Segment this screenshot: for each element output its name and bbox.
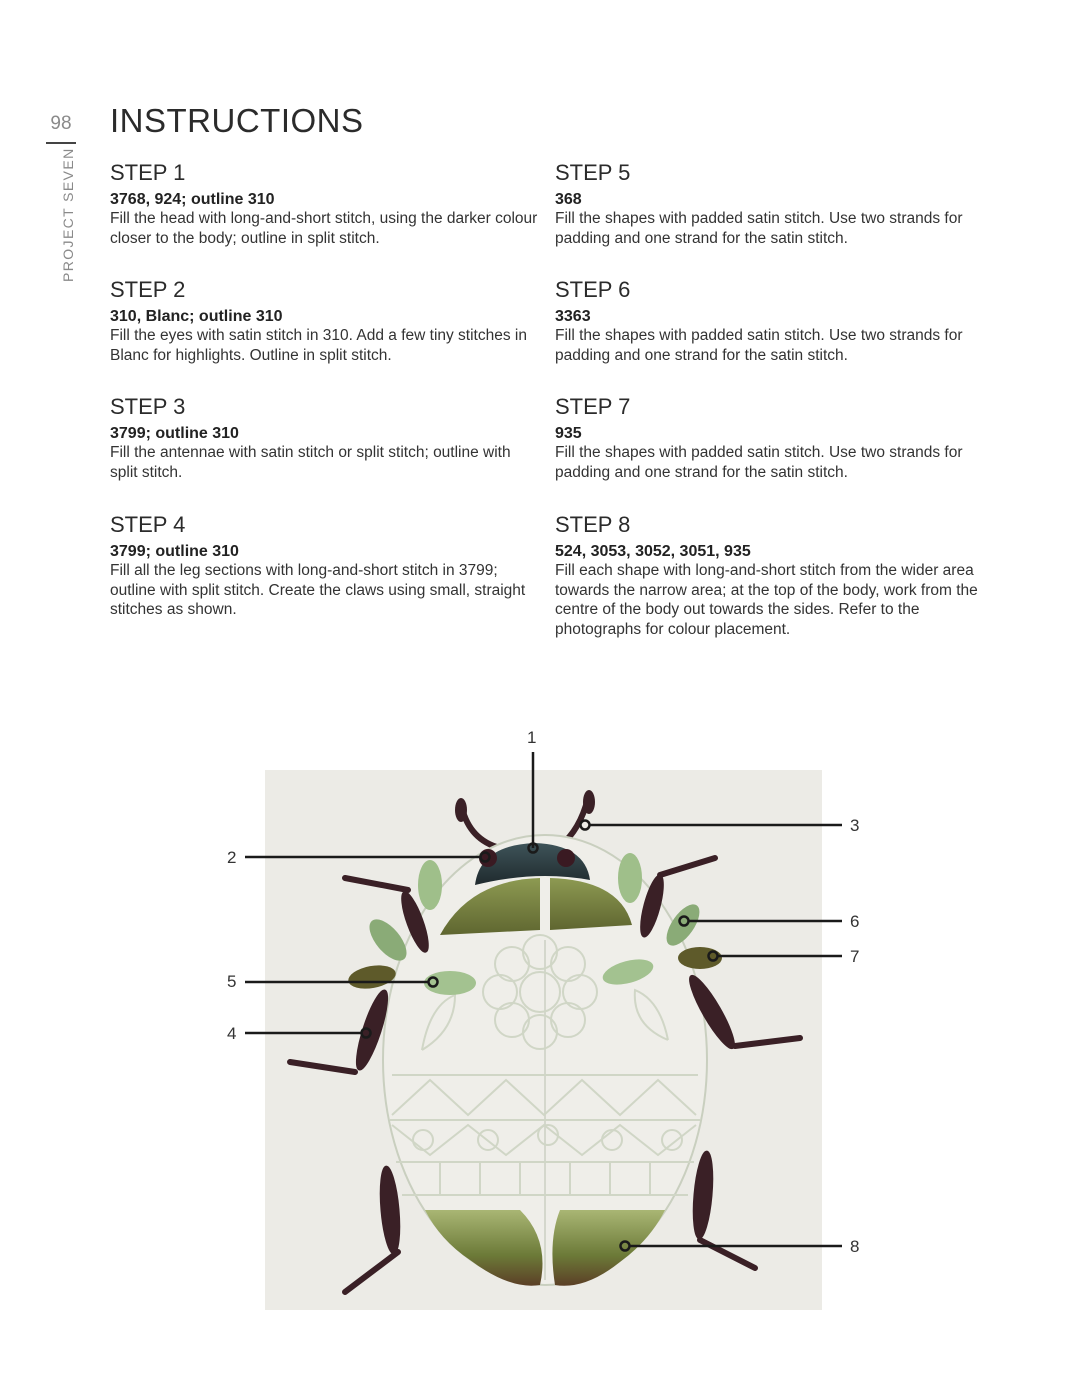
callout-lines (245, 752, 842, 1251)
wing-top-right (550, 878, 632, 930)
step-6 (555, 277, 985, 365)
flower-motif (422, 935, 668, 1050)
step-colours: 935 (555, 425, 582, 442)
step-text: Fill the antennae with satin stitch or split stitch; outline with split stitch. (110, 444, 511, 481)
antennae (462, 798, 588, 848)
fabric-background (265, 770, 822, 1310)
step-colours: 524, 3053, 3052, 3051, 935 (555, 543, 751, 560)
step-heading: STEP 3 (110, 394, 186, 419)
step-heading: STEP 8 (555, 512, 631, 537)
callout-2: 2 (227, 848, 237, 867)
legs (290, 858, 800, 1292)
page-number: 98 (50, 113, 72, 134)
beetle-body (383, 835, 707, 1285)
step-5 (555, 160, 985, 248)
step-1 (110, 160, 540, 248)
wing-bottom-right (552, 1210, 665, 1286)
leaf-shapes (346, 853, 722, 995)
running-head: PROJECT SEVEN (60, 147, 76, 282)
step-heading: STEP 1 (110, 160, 186, 185)
step-colours: 3799; outline 310 (110, 425, 239, 442)
step-heading: STEP 7 (555, 394, 631, 419)
step-colours: 310, Blanc; outline 310 (110, 308, 283, 325)
step-8 (555, 512, 985, 639)
callout-4: 4 (227, 1024, 237, 1043)
step-heading: STEP 4 (110, 512, 186, 537)
step-7 (555, 394, 985, 482)
step-text: Fill the shapes with padded satin stitch. Use two strands for padding and one strand for the satin stitch. (555, 210, 963, 247)
step-heading: STEP 6 (555, 277, 631, 302)
step-text: Fill each shape with long-and-short stitch from the wider area towards the narrow area; at the top of the body, work from the centre of the body out towards the sides. Refer to the photographs for colour placement. (555, 562, 978, 638)
callout-5: 5 (227, 972, 237, 991)
step-3 (110, 394, 540, 482)
page-number-rule (46, 142, 76, 144)
step-colours: 3363 (555, 308, 591, 325)
pattern-bands (390, 1075, 700, 1195)
step-text: Fill the eyes with satin stitch in 310. Add a few tiny stitches in Blanc for highlights. Outline in split stitch. (110, 327, 527, 364)
step-heading: STEP 2 (110, 277, 186, 302)
step-colours: 3799; outline 310 (110, 543, 239, 560)
page-title: INSTRUCTIONS (110, 102, 364, 139)
callout-3: 3 (850, 816, 860, 835)
step-text: Fill the shapes with padded satin stitch. Use two strands for padding and one strand for the satin stitch. (555, 444, 963, 481)
step-colours: 3768, 924; outline 310 (110, 191, 275, 208)
wing-top-left (440, 878, 540, 935)
wing-bottom-left (425, 1210, 543, 1286)
callout-8: 8 (850, 1237, 860, 1256)
callout-7: 7 (850, 947, 860, 966)
step-text: Fill all the leg sections with long-and-short stitch in 3799; outline with split stitch. Create the claws using small, straight stitches as shown. (110, 562, 526, 618)
step-text: Fill the shapes with padded satin stitch. Use two strands for padding and one strand for the satin stitch. (555, 327, 963, 364)
beetle-head (475, 843, 590, 885)
step-heading: STEP 5 (555, 160, 631, 185)
callout-1: 1 (527, 728, 537, 747)
step-2 (110, 277, 540, 365)
step-4 (110, 512, 540, 620)
callout-6: 6 (850, 912, 860, 931)
step-colours: 368 (555, 191, 582, 208)
step-text: Fill the head with long-and-short stitch, using the darker colour closer to the body; outline in split stitch. (110, 210, 538, 247)
